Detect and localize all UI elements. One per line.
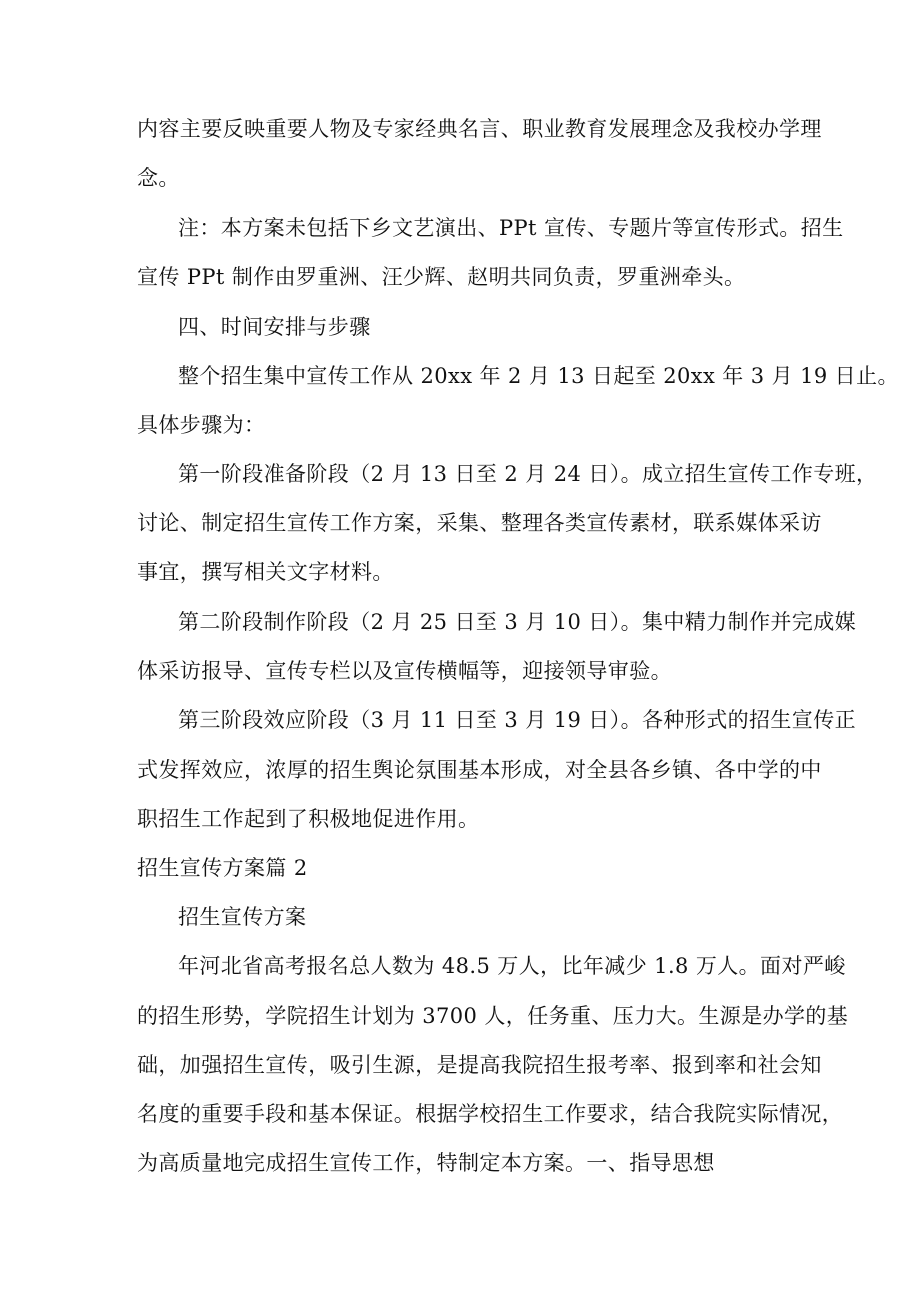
paragraph-period-line-2: 具体步骤为： [137,413,266,437]
paragraph-stage2-line-1: 第二阶段制作阶段（2 月 25 日至 3 月 10 日）。集中精力制作并完成媒 [178,610,856,634]
paragraph-intro-line-2: 的招生形势，学院招生计划为 3700 人，任务重、压力大。生源是办学的基 [137,1004,849,1028]
paragraph-stage1-line-2: 讨论、制定招生宣传工作方案，采集、整理各类宣传素材，联系媒体采访 [137,511,822,535]
paragraph-motto-line-1: 内容主要反映重要人物及专家经典名言、职业教育发展理念及我校办学理 [137,117,822,141]
paragraph-period-line-1: 整个招生集中宣传工作从 20xx 年 2 月 13 日起至 20xx 年 3 月 19 日止。 [178,364,899,388]
paragraph-intro-line-3: 础，加强招生宣传，吸引生源，是提高我院招生报考率、报到率和社会知 [137,1053,822,1077]
paragraph-stage2-line-2: 体采访报导、宣传专栏以及宣传横幅等，迎接领导审验。 [137,659,672,683]
paragraph-stage1-line-3: 事宜，撰写相关文字材料。 [137,560,394,584]
paragraph-stage3-line-2: 式发挥效应，浓厚的招生舆论氛围基本形成，对全县各乡镇、各中学的中 [137,758,822,782]
paragraph-stage1-line-1: 第一阶段准备阶段（2 月 13 日至 2 月 24 日）。成立招生宣传工作专班， [178,462,878,486]
paragraph-motto-line-2: 念。 [137,166,180,190]
article-title: 招生宣传方案篇 2 [137,856,308,880]
paragraph-intro-line-4: 名度的重要手段和基本保证。根据学校招生工作要求，结合我院实际情况， [137,1102,844,1126]
section-heading-schedule: 四、时间安排与步骤 [178,315,371,339]
paragraph-stage3-line-3: 职招生工作起到了积极地促进作用。 [137,807,480,831]
paragraph-stage3-line-1: 第三阶段效应阶段（3 月 11 日至 3 月 19 日）。各种形式的招生宣传正 [178,708,856,732]
article-subtitle: 招生宣传方案 [178,905,307,929]
paragraph-note-line-2: 宣传 PPt 制作由罗重洲、汪少辉、赵明共同负责，罗重洲牵头。 [137,265,746,289]
paragraph-intro-line-1: 年河北省高考报名总人数为 48.5 万人，比年减少 1.8 万人。面对严峻 [178,954,846,978]
paragraph-intro-line-5: 为高质量地完成招生宣传工作，特制定本方案。一、指导思想 [137,1151,715,1175]
paragraph-note-line-1: 注：本方案未包括下乡文艺演出、PPt 宣传、专题片等宣传形式。招生 [178,216,844,240]
